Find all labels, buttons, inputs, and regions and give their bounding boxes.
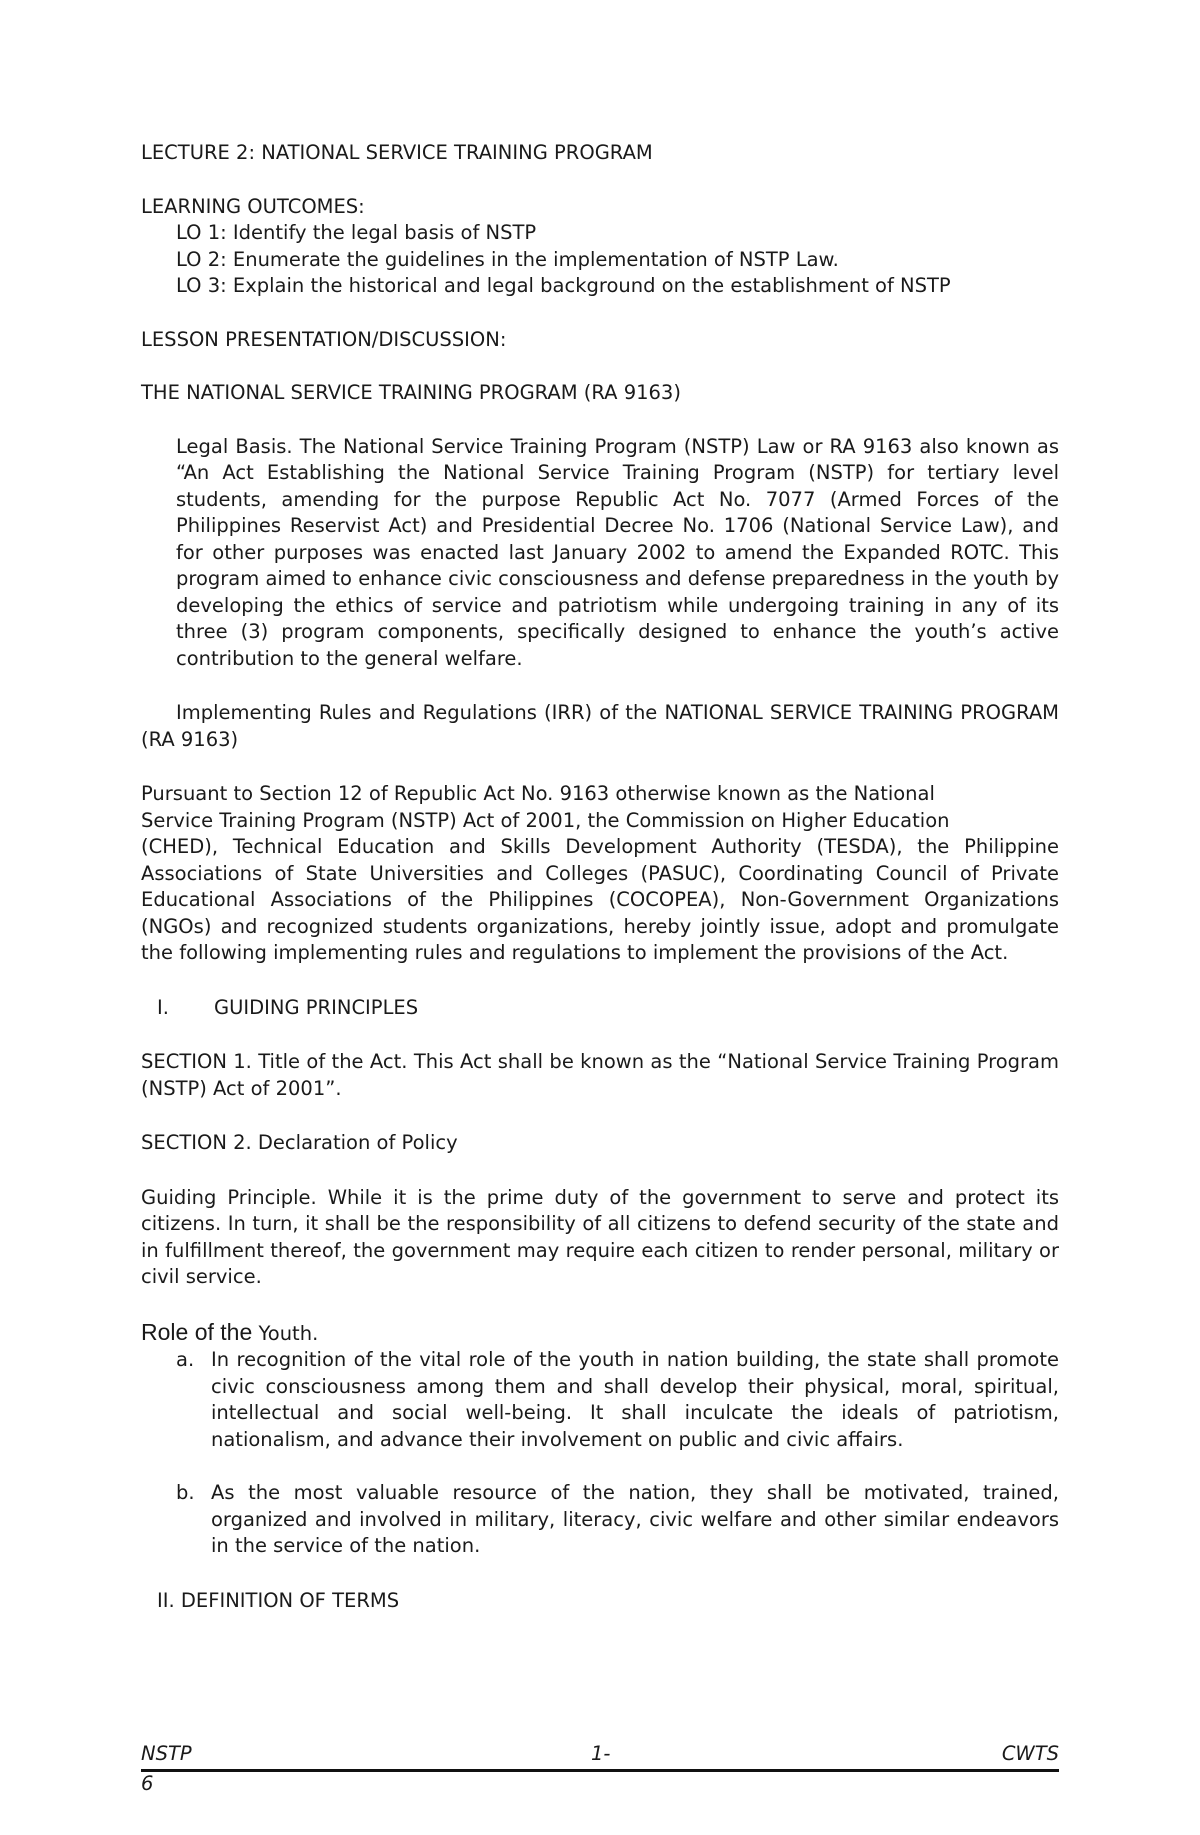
- pursuant-line-1: Pursuant to Section 12 of Republic Act No. 9163 otherwise known as the National: [141, 782, 935, 805]
- section-i-heading: [141, 995, 1059, 1022]
- learning-outcome-2: LO 2: Enumerate the guidelines in the implementation of NSTP Law.: [176, 247, 839, 271]
- legal-basis-paragraph: Legal Basis. The National Service Training Program (NSTP) Law or RA 9163 also known as “An Act Establishing the National Service Training Program (NSTP) for tertiary level students, amending for the purpose Republic Act No. 7077 (Armed Forces of the Philippines Reservist Act) and Presidential Decree No. 1706 (National Service Law), and for other purposes was enacted last January 2002 to amend the Expanded ROTC. This program aimed to enhance civic consciousness and defense preparedness in the youth by developing the ethics of service and patriotism while undergoing training in any of its three (3) program components, specifically designed to enhance the youth’s active contribution to the general welfare.: [176, 434, 1059, 670]
- document-body: [141, 140, 1059, 1614]
- list-item-text: In recognition of the vital role of the youth in nation building, the state shall promote civic consciousness among them and shall develop their physical, moral, spiritual, intellectual and social well-being. It shall inculcate the ideals of patriotism, nationalism, and advance their involvement on public and civic affairs.: [211, 1348, 1059, 1451]
- footer-page-number: 6: [141, 1772, 154, 1795]
- page-footer: [141, 1742, 1059, 1796]
- list-item-text: As the most valuable resource of the nation, they shall be motivated, trained, organized and involved in military, literacy, civic welfare and other similar endeavors in the service of the nation.: [211, 1481, 1059, 1557]
- footer-course: NSTP: [141, 1742, 192, 1765]
- learning-outcome-3: LO 3: Explain the historical and legal background on the establishment of NSTP: [176, 274, 951, 297]
- section-i-number: I.: [157, 995, 169, 1019]
- section-ii-heading: II. DEFINITION OF TERMS: [157, 1588, 400, 1612]
- lesson-heading: LESSON PRESENTATION/DISCUSSION:: [141, 327, 507, 351]
- list-item: [176, 1347, 1059, 1453]
- role-heading: [141, 1319, 1059, 1348]
- pursuant-line-3: (CHED), Technical Education and Skills Development Authority (TESDA), the Philippine: [141, 835, 1059, 858]
- irr-heading: Implementing Rules and Regulations (IRR) of the NATIONAL SERVICE TRAINING PROGRAM (RA 9163): [141, 701, 1059, 751]
- role-heading-large: Role of the: [141, 1318, 253, 1345]
- section-1: SECTION 1. Title of the Act. This Act shall be known as the “National Service Training Program (NSTP) Act of 2001”.: [141, 1050, 1059, 1100]
- role-heading-small: Youth.: [252, 1321, 319, 1345]
- pursuant-line-2: Service Training Program (NSTP) Act of 2001, the Commission on Higher Education: [141, 808, 950, 832]
- list-item-label: b.: [176, 1481, 195, 1504]
- list-item-label: a.: [176, 1348, 195, 1371]
- footer-center-text: 1-: [591, 1742, 611, 1765]
- list-item: [176, 1480, 1059, 1560]
- footer-component: CWTS: [1001, 1742, 1059, 1765]
- guiding-principle-paragraph: Guiding Principle. While it is the prime duty of the government to serve and protect its citizens. In turn, it shall be the responsibility of all citizens to defend security of the state and in fulfillment thereof, the government may require each citizen to render personal, military or civil service.: [141, 1185, 1059, 1288]
- lecture-title: LECTURE 2: NATIONAL SERVICE TRAINING PROGRAM: [141, 141, 653, 164]
- section-i-label: GUIDING PRINCIPLES: [214, 995, 419, 1019]
- section-2: SECTION 2. Declaration of Policy: [141, 1131, 458, 1154]
- role-list: [141, 1347, 1059, 1560]
- pursuant-paragraph: [141, 781, 1059, 967]
- pursuant-rest: Associations of State Universities and Colleges (PASUC), Coordinating Council of Private Educational Associations of the Philippines (COCOPEA), Non-Government Organizations (NGOs) and recognized students organizations, hereby jointly issue, adopt and promulgate the following implementing rules and regulations to implement the provisions of the Act.: [141, 861, 1059, 964]
- nstp-heading: THE NATIONAL SERVICE TRAINING PROGRAM (RA 9163): [141, 381, 681, 404]
- learning-outcome-1: LO 1: Identify the legal basis of NSTP: [176, 221, 537, 244]
- learning-outcomes-heading: LEARNING OUTCOMES:: [141, 194, 365, 218]
